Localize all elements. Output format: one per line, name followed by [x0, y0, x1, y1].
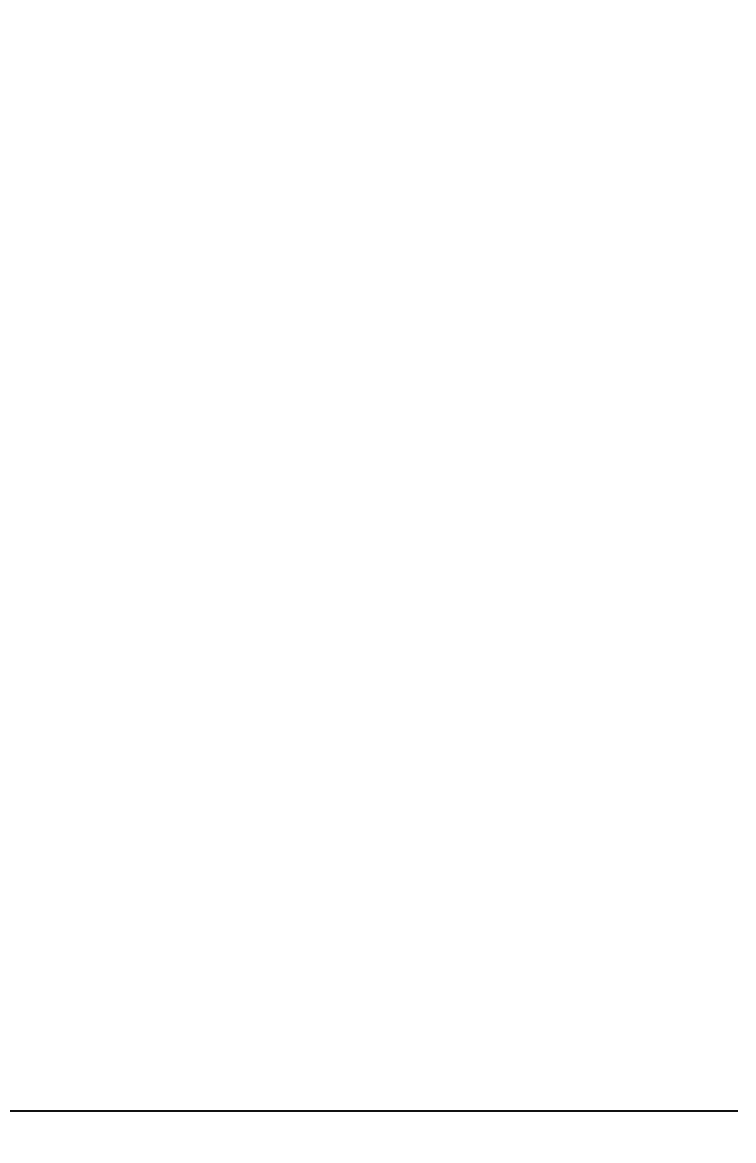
footer-rule-top [10, 1110, 738, 1112]
footer-ad [10, 1118, 738, 1143]
